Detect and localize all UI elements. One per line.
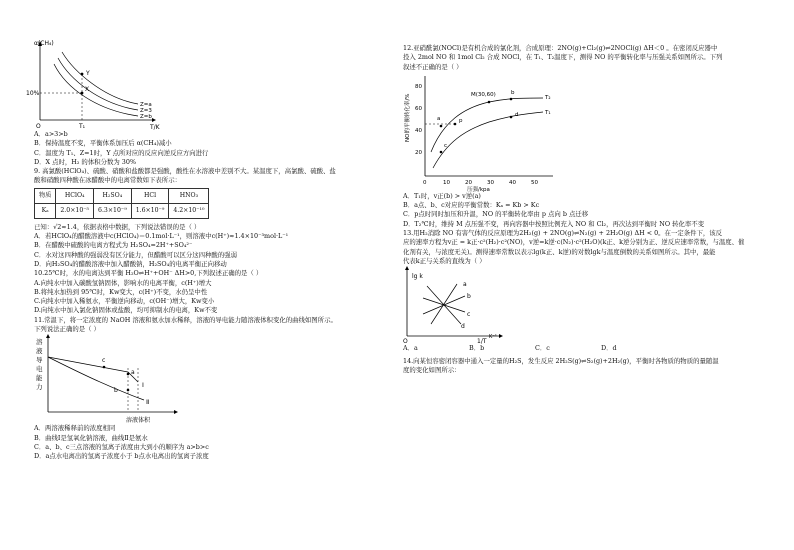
fig4-label-a: a (463, 281, 467, 289)
fig3-label-b: b (511, 89, 515, 96)
figure-no-conversion (403, 72, 563, 192)
q10-option-a: A.向纯水中加入碳酸氢钠固体，影响水的电离平衡，c(H⁺)增大 (34, 278, 212, 287)
q13-options-row (403, 344, 768, 353)
q9-table-cell: 2.0×10⁻⁵ (56, 203, 94, 218)
q10-stem: 10.25℃时，水的电离达到平衡 H₂O⇌H⁺+OH⁻ ΔH>0,下列叙述正确的是（ ） (34, 269, 263, 278)
q12-stem-1: 12.亚硝酰氯(NOCl)是有机合成的氯化剂，合成原理：2NO(g)+Cl₂(g)⇌2NOCl(g) ΔH＜0 。在密闭反应器中 (403, 44, 718, 52)
fig1-y10: 10% (26, 90, 40, 97)
fig3-point-c (440, 151, 443, 154)
fig3-label-m: M(30,60) (471, 91, 496, 98)
fig3-label-c: c (444, 142, 448, 149)
q9-table-header: HNO₃ (169, 188, 209, 203)
fig3-label-a: a (437, 115, 441, 122)
fig1-xlabel: T/K (150, 124, 160, 131)
fig1-t1: T₁ (79, 123, 86, 130)
fig3-xtick: 20 (465, 179, 472, 186)
q11-option-d: D．a点水电离出的氢离子浓度小于 b点水电离出的氢离子浓度 (34, 452, 209, 461)
fig3-curve-t2 (431, 98, 543, 152)
fig3-xtick: 40 (509, 179, 516, 186)
fig2-ylabel-char: 力 (36, 383, 43, 392)
q9-table-header-row (35, 188, 209, 203)
fig4-label-c: c (467, 311, 471, 319)
fig2-point-c (103, 366, 106, 369)
fig2-point-a (127, 373, 130, 376)
fig3-point-m (488, 101, 491, 104)
q11-option-b: B．曲线Ⅰ是氢氧化钠溶液，曲线Ⅱ是氨水 (34, 433, 148, 442)
q9-table-cell: 4.2×10⁻¹⁰ (169, 203, 209, 218)
q11-stem-2: 下列说法正确的是（ ） (34, 325, 100, 334)
fig1-label-z3: Z=3 (140, 108, 152, 114)
q10-option-d: D.向纯水中加入氯化钠固体或盐酸，均可抑制水的电离，Kw不变 (34, 306, 218, 315)
q13-stem-2: 应的速率方程为v正 = k正·c²(H₂)·c²(NO)，v逆=k逆·c(N₂)·c²(H₂O)(k正、k逆分别为正、逆反应速率常数，与温度、催 (403, 238, 745, 247)
q8-option-a: A．a>3>b (34, 130, 68, 138)
fig2-point-b (127, 389, 130, 392)
fig2-ylabel-char: 电 (36, 365, 43, 374)
fig2-ylabel-char: 溶 (36, 338, 43, 347)
figure-conductivity (34, 334, 184, 424)
fig1-label-x: X (85, 86, 90, 93)
fig1-point-x (81, 92, 84, 95)
fig2-label-a: a (131, 369, 135, 377)
q12-option-b: B．a点、b、c对应的平衡常数：Kₐ = Kb > Kc (403, 201, 540, 210)
fig3-curve-t1 (433, 112, 543, 168)
q9-table-header: 物质 (35, 188, 56, 203)
fig3-ytick: 20 (415, 149, 422, 156)
fig3-ytick: 60 (415, 105, 422, 112)
q13-option-b: B．b (469, 344, 485, 353)
fig3-xtick: 10 (443, 179, 450, 186)
left-column (26, 38, 379, 462)
q9-ka-table (34, 188, 209, 219)
q12-option-c: C．p点时同时加压和升温，NO 的平衡转化率由 p 点向 b 点迁移 (403, 210, 589, 219)
fig1-label-y: Y (86, 70, 90, 77)
q12-stem-3: 叙述不正确的是（ ） (403, 62, 463, 71)
fig2-label-b: b (114, 387, 118, 395)
q13-option-d: D．d (601, 344, 617, 353)
q12-option-d: D．T₂℃时，维持 M 点压强不变，再向容器中按照比例充入 NO 和 Cl₂，再次达到平衡时 NO 转化率不变 (403, 219, 705, 228)
fig2-ylabel-char: 导 (36, 356, 43, 365)
fig1-origin: O (36, 123, 41, 130)
q11-option-c: C．a、b、c三点溶液的氢离子浓度由大到小的顺序为 a>b>c (34, 442, 209, 451)
q9-option-b: B．在醋酸中硫酸的电离方程式为 H₂SO₄=2H⁺+SO₄²⁻ (34, 241, 193, 250)
fig2-ylabel-char: 能 (36, 374, 43, 383)
fig3-xtick: 30 (487, 179, 494, 186)
fig1-curve-z-3 (58, 58, 138, 110)
fig3-ytick: 80 (415, 83, 422, 90)
q9-option-d: D．向H₂SO₄的醋酸溶液中加入醋酸钠，H₂SO₄的电离平衡正向移动 (34, 259, 227, 268)
q9-table-header: HClO₄ (56, 188, 94, 203)
fig4-line-c (423, 296, 465, 314)
fig1-label-zb: Z=b (140, 114, 152, 120)
fig3-point-p (454, 123, 457, 126)
fig3-point-a (440, 125, 443, 128)
q9-option-a: A．若HClO₄的醋酸溶液中c(HClO₄)＝0.1mol·L⁻¹，则溶液中c(H⁺)≈1.4×10⁻³mol·L⁻¹ (34, 232, 289, 241)
fig3-label-d: d (515, 111, 519, 118)
q8-option-c: C．温度为 T₁、Z=1时，Y 点所对应的反应向逆反应方向进行 (34, 148, 209, 157)
q9-table-cell: 6.3×10⁻⁹ (94, 203, 132, 218)
fig4-xlabel: 1/T (477, 338, 487, 346)
figure-methane-conversion (26, 38, 174, 131)
q9-option-c: C．水对这四种酸的强弱没有区分能力，但醋酸可以区分这四种酸的强弱 (34, 250, 237, 259)
fig1-label-za: Z=a (140, 102, 152, 108)
q9-table-header: H₂SO₄ (94, 188, 132, 203)
q12-stem-2: 投入 2mol NO 和 1mol Cl₂ 合成 NOCl，在 T₁、T₂温度下，测得 NO 的平衡转化率与压强关系如图所示。下列 (403, 53, 723, 62)
fig3-point-d (510, 116, 513, 119)
q10-option-b: B.将纯水加热到 95℃时，Kw变大，c(H⁺)不变，水仍呈中性 (34, 287, 208, 296)
fig2-label-curve2: Ⅱ (146, 398, 150, 407)
fig2-xlabel: 溶液体积 (126, 417, 151, 425)
fig3-label-t1: T₁ (545, 109, 551, 116)
q8-option-b: B．保持温度不变，平衡体系加压后 α(CH₄)减小 (34, 139, 172, 148)
fig4-line-d (431, 284, 457, 324)
q13-option-c: C．c (535, 344, 550, 353)
q9-known: 已知：√2≈1.4，依据表格中数据，下列说法错误的是（ ） (34, 222, 201, 231)
fig3-xtick: 50 (531, 179, 538, 186)
fig4-label-b: b (467, 293, 471, 301)
q9-table-header: HCl (131, 188, 169, 203)
fig3-label-p: p (459, 117, 463, 124)
q13-stem-4: 代表k正与关系的直线为（ ） (403, 256, 486, 265)
fig3-ytick: 40 (415, 127, 422, 134)
fig4-unit: K⁻¹ (489, 334, 497, 341)
fig2-label-c: c (102, 357, 106, 365)
fig2-ylabel-char: 液 (36, 347, 43, 356)
q10-option-c: C.向纯水中加入稀氨水，平衡逆向移动，c(OH⁻)增大，Kw变小 (34, 297, 215, 306)
fig1-ylabel: α(CH₄) (34, 40, 54, 47)
fig1-point-y (81, 73, 84, 76)
fig3-xtick: 0 (423, 179, 427, 186)
q11-stem-1: 11.常温下，将一定浓度的 NaOH 溶液和氨水加水稀释，溶液的导电能力随溶液体积变化的曲线如图所示。 (34, 315, 337, 324)
fig3-xlabel: 压强/kpa (467, 186, 490, 193)
fig3-ylabel: NO的平衡转化率/% (405, 93, 411, 142)
fig4-ylabel: lg k (412, 273, 423, 281)
q9-stem-1: 9. 高氯酸(HClO₄)、硫酸、硝酸和盐酸都是强酸，酸性在水溶液中差别不大。某温度下，高氯酸、硫酸、盐 (34, 167, 336, 176)
q9-table-cell: Kₐ (35, 203, 56, 218)
q13-stem-3: 化剂有关，与浓度无关)。测得速率常数以表示lg(k正、k逆)的对数lgk与温度倒数的关系如图所示。其中，最能 (403, 247, 716, 256)
q13-stem-1: 13.用H₂消除 NO 有害气体的反应原理为2H₂(g) + 2NO(g)⇌N₂(g) + 2H₂O(g) ΔH < 0。在一定条件下，该反 (403, 229, 723, 238)
fig1-curve-z-b (54, 64, 138, 116)
fig2-curve-2 (48, 357, 144, 400)
q13-option-a: A．a (403, 344, 418, 353)
figure-lgk (403, 266, 513, 344)
q9-table-cell: 1.6×10⁻⁹ (131, 203, 169, 218)
q9-table-row (35, 203, 209, 218)
right-column (403, 44, 768, 375)
q14-stem-2: 度的变化如图所示： (403, 365, 461, 374)
fig3-point-b (510, 98, 513, 101)
q9-stem-2: 酸和硝酸四种酸在冰醋酸中的电离常数如下表所示： (34, 176, 181, 185)
q11-option-a: A．两溶液稀释前的浓度相同 (34, 424, 116, 433)
fig4-origin: O (403, 338, 408, 346)
fig4-label-d: d (461, 323, 465, 331)
q8-option-d: D．X 点时，H₂ 的体积分数为 30% (34, 157, 137, 166)
fig2-label-curve1: Ⅰ (142, 381, 144, 390)
fig3-label-t2: T₂ (545, 94, 551, 101)
q14-stem-1: 14.向某恒容密闭容器中通入一定量的H₂S，发生反应 2H₂S(g)⇌S₂(g)+2H₂(g)，平衡时各物质的物质的量随温 (403, 356, 719, 365)
q12-option-a: A．T₁时，v正(b) > v逆(a) (403, 191, 481, 200)
